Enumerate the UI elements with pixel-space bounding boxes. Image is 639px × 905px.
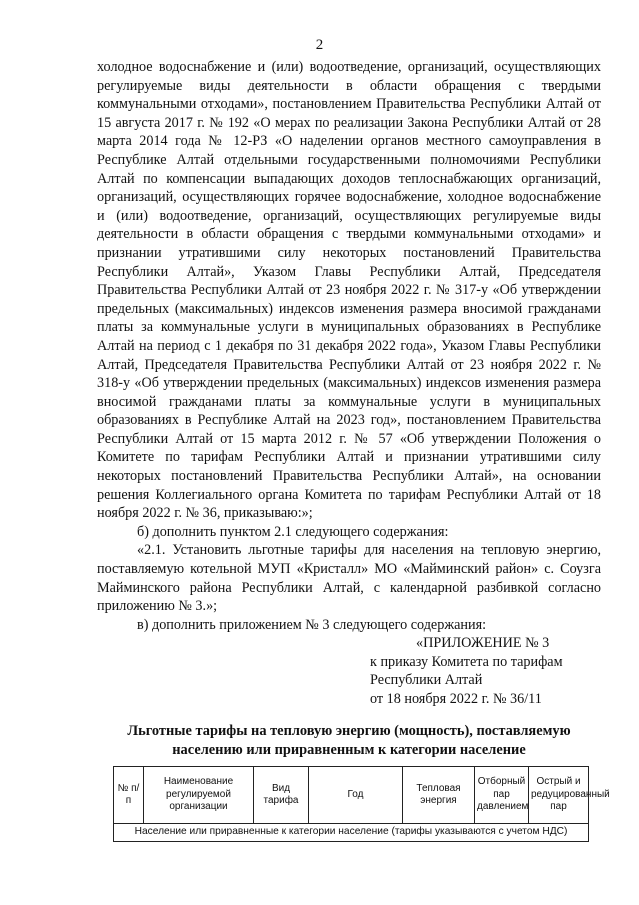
- table-title-line-1: Льготные тарифы на тепловую энергию (мощность), поставляемую: [127, 723, 571, 739]
- table-header-row: [114, 767, 589, 824]
- header-year: Год: [309, 767, 403, 824]
- appendix-title: «ПРИЛОЖЕНИЕ № 3: [416, 635, 550, 651]
- header-heat-energy: Тепловая энергия: [403, 767, 475, 824]
- paragraph-item-2-1: «2.1. Установить льготные тарифы для населения на тепловую энергию, поставляемую котельной МУП «Кристалл» МО «Майминский район» с. Соузга Майминского района Республики Алтай, с календарной разбивкой согласно приложению № 3.»;: [97, 542, 601, 615]
- paragraph-item-v: в) дополнить приложением № 3 следующего содержания:: [137, 616, 487, 633]
- header-tariff-type: Вид тарифа: [254, 767, 309, 824]
- table-title: [97, 722, 601, 760]
- page-number: 2: [315, 37, 324, 53]
- appendix-order-ref: к приказу Комитета по тарифам: [370, 653, 563, 670]
- header-selected-steam: Отборный пар давлением: [475, 767, 529, 824]
- header-organization: Наименование регулируемой организации: [144, 767, 254, 824]
- body-text: [97, 58, 601, 634]
- table-row: [114, 824, 589, 842]
- tariff-table: [113, 766, 610, 842]
- paragraph-item-b: б) дополнить пунктом 2.1 следующего содержания:: [137, 523, 449, 540]
- appendix-header: [370, 634, 610, 708]
- appendix-date: от 18 ноября 2022 г. № 36/11: [370, 690, 542, 707]
- paragraph-legal-basis: холодное водоснабжение и (или) водоотведение, организаций, осуществляющих регулируемые виды деятельности в области обращения с твердыми коммунальными отходами», постановлением Правительства Республики Алтай от 15 августа 2017 г. № 192 «О мерах по реализации Закона Республики Алтай от 28 марта 2014 года № 12-РЗ «О наделении органов местного самоуправления в Республике Алтай отдельными государственными полномочиями Республики Алтай по компенсации выпадающих доходов теплоснабжающих организаций, организаций, осуществляющих горячее водоснабжение, холодное водоснабжение и (или) водоотведение, организаций, осуществляющих регулируемые виды деятельности в области обращения с твердыми коммунальными отходами» и признании утратившими силу некоторых постановлений Правительства Республики Алтай», Указом Главы Республики Алтай, Председателя Правительства Республики Алтай от 23 ноября 2022 г. № 317-у «Об утверждении предельных (максимальных) индексов изменения размера вносимой гражданами платы за коммунальные услуги в муниципальных образованиях в Республике Алтай на период с 1 декабря по 31 декабря 2022 года», Указом Главы Республики Алтай, Председателя Правительства Республики Алтай от 23 ноября 2022 г. № 318-у «Об утверждении предельных (максимальных) индексов изменения размера вносимой гражданами платы за коммунальные услуги в муниципальных образованиях в Республике Алтай на 2023 год», постановлением Правительства Республики Алтай от 15 марта 2012 г. № 57 «Об утверждении Положения о Комитете по тарифам Республики Алтай и признании утратившими силу некоторых постановлений Правительства Республики Алтай», на основании решения Коллегиального органа Комитета по тарифам Республики Алтай от 18 ноября 2022 г. № 36, приказываю:»;: [97, 59, 601, 522]
- table-title-line-2: населению или приравненным к категории население: [172, 742, 526, 758]
- section-population-row: Население или приравненные к категории население (тарифы указываются с учетом НДС): [114, 824, 589, 842]
- header-hot-steam: Острый и редуцированный пар: [529, 767, 589, 824]
- header-number: № п/п: [114, 767, 144, 824]
- appendix-region: Республики Алтай: [370, 672, 483, 689]
